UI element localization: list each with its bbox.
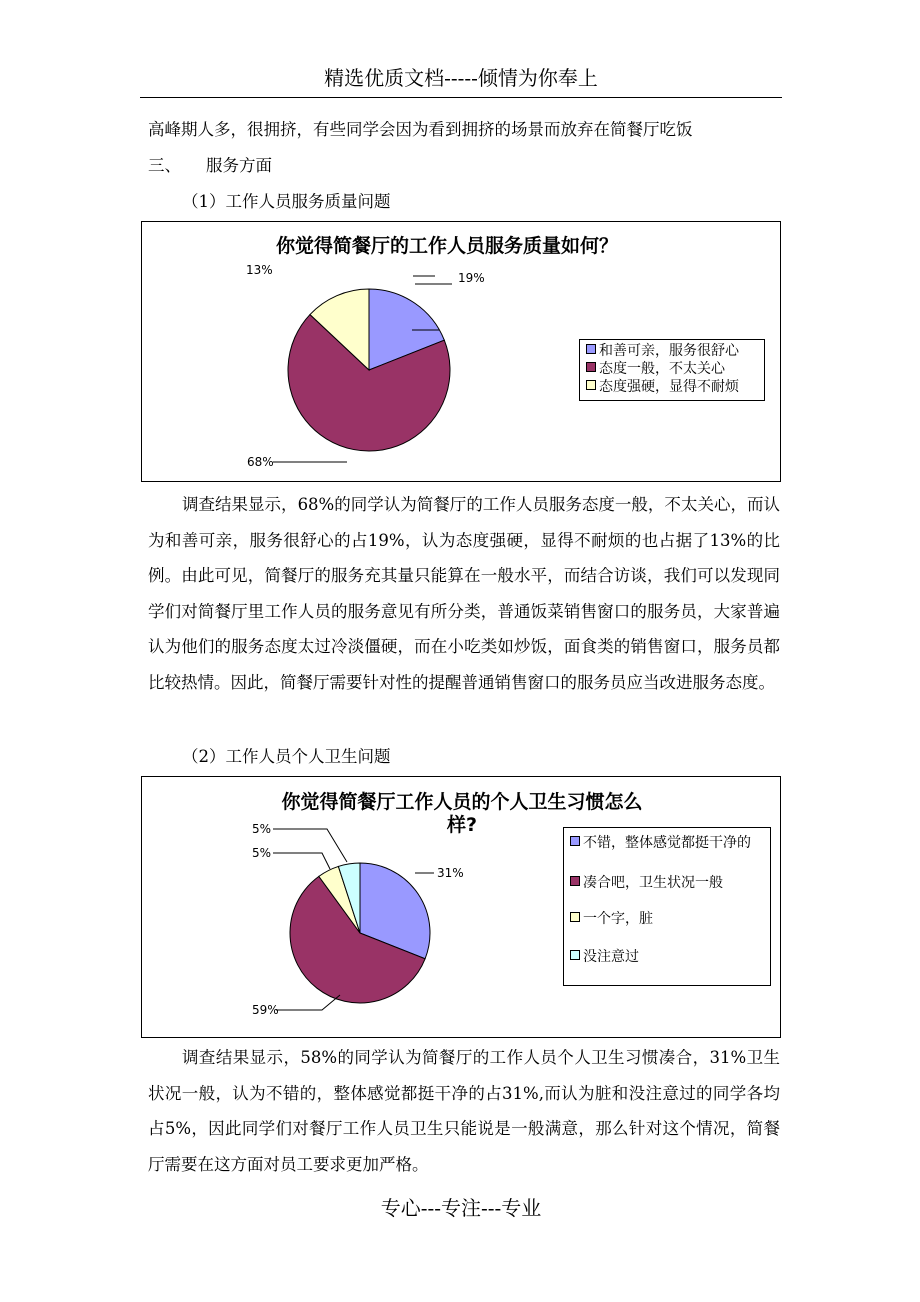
legend-label: 态度一般，不太关心	[599, 361, 725, 377]
chart-2-pie	[290, 863, 430, 1003]
section-title: 服务方面	[206, 156, 272, 175]
legend-item	[570, 910, 653, 928]
section-number: 三、	[148, 156, 181, 175]
legend-label: 和善可亲，服务很舒心	[599, 343, 739, 359]
chart-1-title: 你觉得简餐厅的工作人员服务质量如何？	[275, 235, 619, 257]
legend-item	[570, 834, 760, 852]
chart-2-label-31: 31%	[437, 866, 464, 880]
legend-swatch	[570, 836, 580, 846]
legend-swatch	[570, 876, 580, 886]
legend-swatch	[570, 912, 580, 922]
legend-swatch	[586, 344, 596, 354]
subsection-1-heading: （1）工作人员服务质量问题	[182, 192, 391, 211]
legend-swatch	[586, 380, 596, 390]
chart-1-label-13: 13%	[246, 263, 273, 277]
legend-item	[570, 874, 723, 892]
chart-2-title-line1: 你觉得简餐厅工作人员的个人卫生习惯怎么	[281, 791, 643, 813]
chart-1-label-19: 19%	[458, 271, 485, 285]
text-line-continued: 高峰期人多，很拥挤，有些同学会因为看到拥挤的场景而放弃在简餐厅吃饭	[148, 120, 693, 139]
paragraph-hygiene-results: 调查结果显示，58%的同学认为简餐厅的工作人员个人卫生习惯凑合，31%卫生状况一般，认为不错的，整体感觉都挺干净的占31%,而认为脏和没注意过的同学各均占5%，因此同学们对餐厅工作人员卫生只能说是一般满意，那么针对这个情况，简餐厅需要在这方面对员工要求更加严格。	[148, 1048, 780, 1174]
chart-1-label-68: 68%	[247, 455, 274, 469]
header-rule	[140, 97, 782, 98]
chart-2-legend	[563, 827, 771, 986]
chart-2-label-5a: 5%	[252, 822, 272, 836]
legend-swatch	[586, 362, 596, 372]
chart-hygiene	[141, 776, 781, 1038]
page-footer: 专心---专注---专业	[380, 1196, 542, 1220]
legend-label: 凑合吧，卫生状况一般	[583, 875, 723, 891]
legend-item	[570, 948, 639, 966]
chart-2-label-5b: 5%	[252, 846, 272, 860]
legend-swatch	[570, 950, 580, 960]
legend-item	[586, 378, 739, 396]
legend-item	[586, 342, 739, 360]
subsection-2-heading: （2）工作人员个人卫生问题	[182, 747, 391, 766]
legend-label: 一个字，脏	[583, 911, 653, 927]
page-header: 精选优质文档-----倾情为你奉上	[324, 66, 598, 90]
chart-1-pie	[288, 289, 450, 451]
chart-2-label-59: 59%	[252, 1003, 279, 1017]
legend-label: 态度强硬，显得不耐烦	[599, 379, 739, 395]
legend-label: 不错，整体感觉都挺干净的	[583, 835, 751, 851]
chart-service-quality	[141, 221, 781, 482]
paragraph-service-results: 调查结果显示，68%的同学认为简餐厅的工作人员服务态度一般，不太关心，而认为和善可亲，服务很舒心的占19%，认为态度强硬，显得不耐烦的也占据了13%的比例。由此可见，简餐厅的服务充其量只能算在一般水平，而结合访谈，我们可以发现同学们对简餐厅里工作人员的服务意见有所分类，普通饭菜销售窗口的服务员，大家普遍认为他们的服务态度太过冷淡僵硬，而在小吃类如炒饭，面食类的销售窗口，服务员都比较热情。因此，简餐厅需要针对性的提醒普通销售窗口的服务员应当改进服务态度。	[148, 495, 780, 692]
legend-item	[586, 360, 725, 378]
chart-2-title-line2: 样?	[446, 814, 478, 836]
legend-label: 没注意过	[583, 949, 639, 965]
chart-1-legend	[579, 339, 765, 401]
